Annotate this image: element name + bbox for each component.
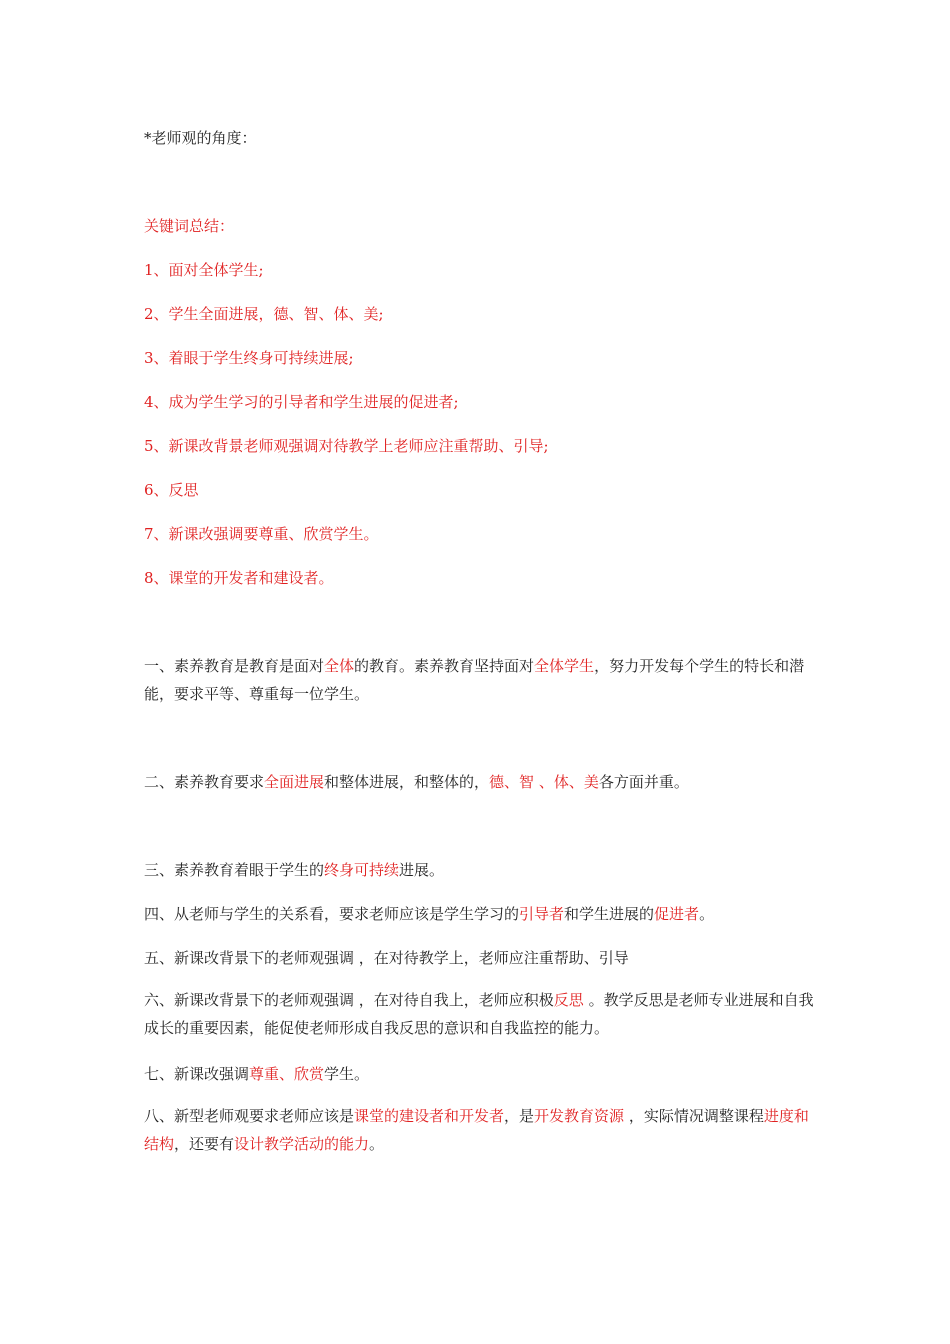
paragraph-3 xyxy=(144,860,444,880)
keyword-item: 6、反思 xyxy=(144,481,199,499)
paragraph-text: 一、素养教育是教育是面对 xyxy=(144,657,325,675)
keyword-item: 8、课堂的开发者和建设者。 xyxy=(144,569,334,587)
paragraph-text: 六、新课改背景下的老师观强调 ，在对待自我上，老师应积极 xyxy=(144,991,554,1009)
paragraph-text: ，还要有 xyxy=(174,1135,235,1153)
paragraph-text: 七、新课改强调 xyxy=(144,1065,250,1083)
paragraph-text: ，实际情况调整课程 xyxy=(624,1107,764,1125)
highlight-text: 反思 xyxy=(553,991,589,1009)
paragraph-text: 进展。 xyxy=(399,861,445,879)
paragraph-text: 各方面并重。 xyxy=(598,773,689,791)
highlight-text: 德、智 、体、美 xyxy=(489,773,599,791)
paragraph-text: 二、素养教育要求 xyxy=(144,773,265,791)
paragraph-text: 。 xyxy=(369,1135,385,1153)
paragraph-2 xyxy=(144,772,689,792)
highlight-text: 全体学生 xyxy=(534,657,595,675)
highlight-text: 开发教育资源 xyxy=(534,1107,625,1125)
paragraph-text: 的教育。素养教育坚持面对 xyxy=(354,657,535,675)
highlight-text: 促进者 xyxy=(654,905,700,923)
keyword-item: 7、新课改强调要尊重、欣赏学生。 xyxy=(144,525,379,543)
paragraph-text: 三、素养教育着眼于学生的 xyxy=(144,861,325,879)
paragraph-text: 五、新课改背景下的老师观强调 ，在对待教学上，老师应注重帮助、引导 xyxy=(144,949,629,967)
highlight-text: 引导者 xyxy=(519,905,565,923)
paragraph-1 xyxy=(144,652,814,708)
highlight-text: 课堂的建设者和开发者 xyxy=(354,1107,505,1125)
keywords-title: 关键词总结： xyxy=(144,217,235,235)
keyword-item: 3、着眼于学生终身可持续进展; xyxy=(144,349,354,367)
keyword-item: 2、学生全面进展，德、智、体、美; xyxy=(144,305,384,323)
highlight-text: 全面进展 xyxy=(264,773,325,791)
paragraph-5 xyxy=(144,948,629,968)
highlight-text: 终身可持续 xyxy=(324,861,400,879)
keyword-item: 5、新课改背景老师观强调对待教学上老师应注重帮助、引导; xyxy=(144,437,549,455)
paragraph-6 xyxy=(144,986,814,1042)
highlight-text: 全体 xyxy=(324,657,355,675)
highlight-text: 进度和结构 xyxy=(144,1107,809,1153)
paragraph-7 xyxy=(144,1064,369,1084)
paragraph-text: 学生。 xyxy=(324,1065,370,1083)
highlight-text: 设计教学活动的能力 xyxy=(234,1135,370,1153)
highlight-text: 尊重、欣赏 xyxy=(249,1065,325,1083)
paragraph-text: ，努力开发每个学生的特长和潜能，要求平等、尊重每一位学生。 xyxy=(144,657,805,703)
paragraph-text: 。教学反思是老师专业进展和自我成长的重要因素，能促使老师形成自我反思的意识和自我监控的能力。 xyxy=(144,991,814,1037)
paragraph-text: 四、从老师与学生的关系看，要求老师应该是学生学习的 xyxy=(144,905,520,923)
paragraph-text: ，是 xyxy=(504,1107,535,1125)
section-heading: *老师观的角度： xyxy=(144,129,257,147)
paragraph-text: 和学生进展的 xyxy=(564,905,655,923)
paragraph-4 xyxy=(144,904,714,924)
paragraph-text: 。 xyxy=(699,905,715,923)
keyword-item: 4、成为学生学习的引导者和学生进展的促进者; xyxy=(144,393,459,411)
paragraph-text: 八、新型老师观要求老师应该是 xyxy=(144,1107,355,1125)
keyword-item: 1、面对全体学生; xyxy=(144,261,264,279)
paragraph-8 xyxy=(144,1102,814,1158)
paragraph-text: 和整体进展，和整体的， xyxy=(324,773,490,791)
